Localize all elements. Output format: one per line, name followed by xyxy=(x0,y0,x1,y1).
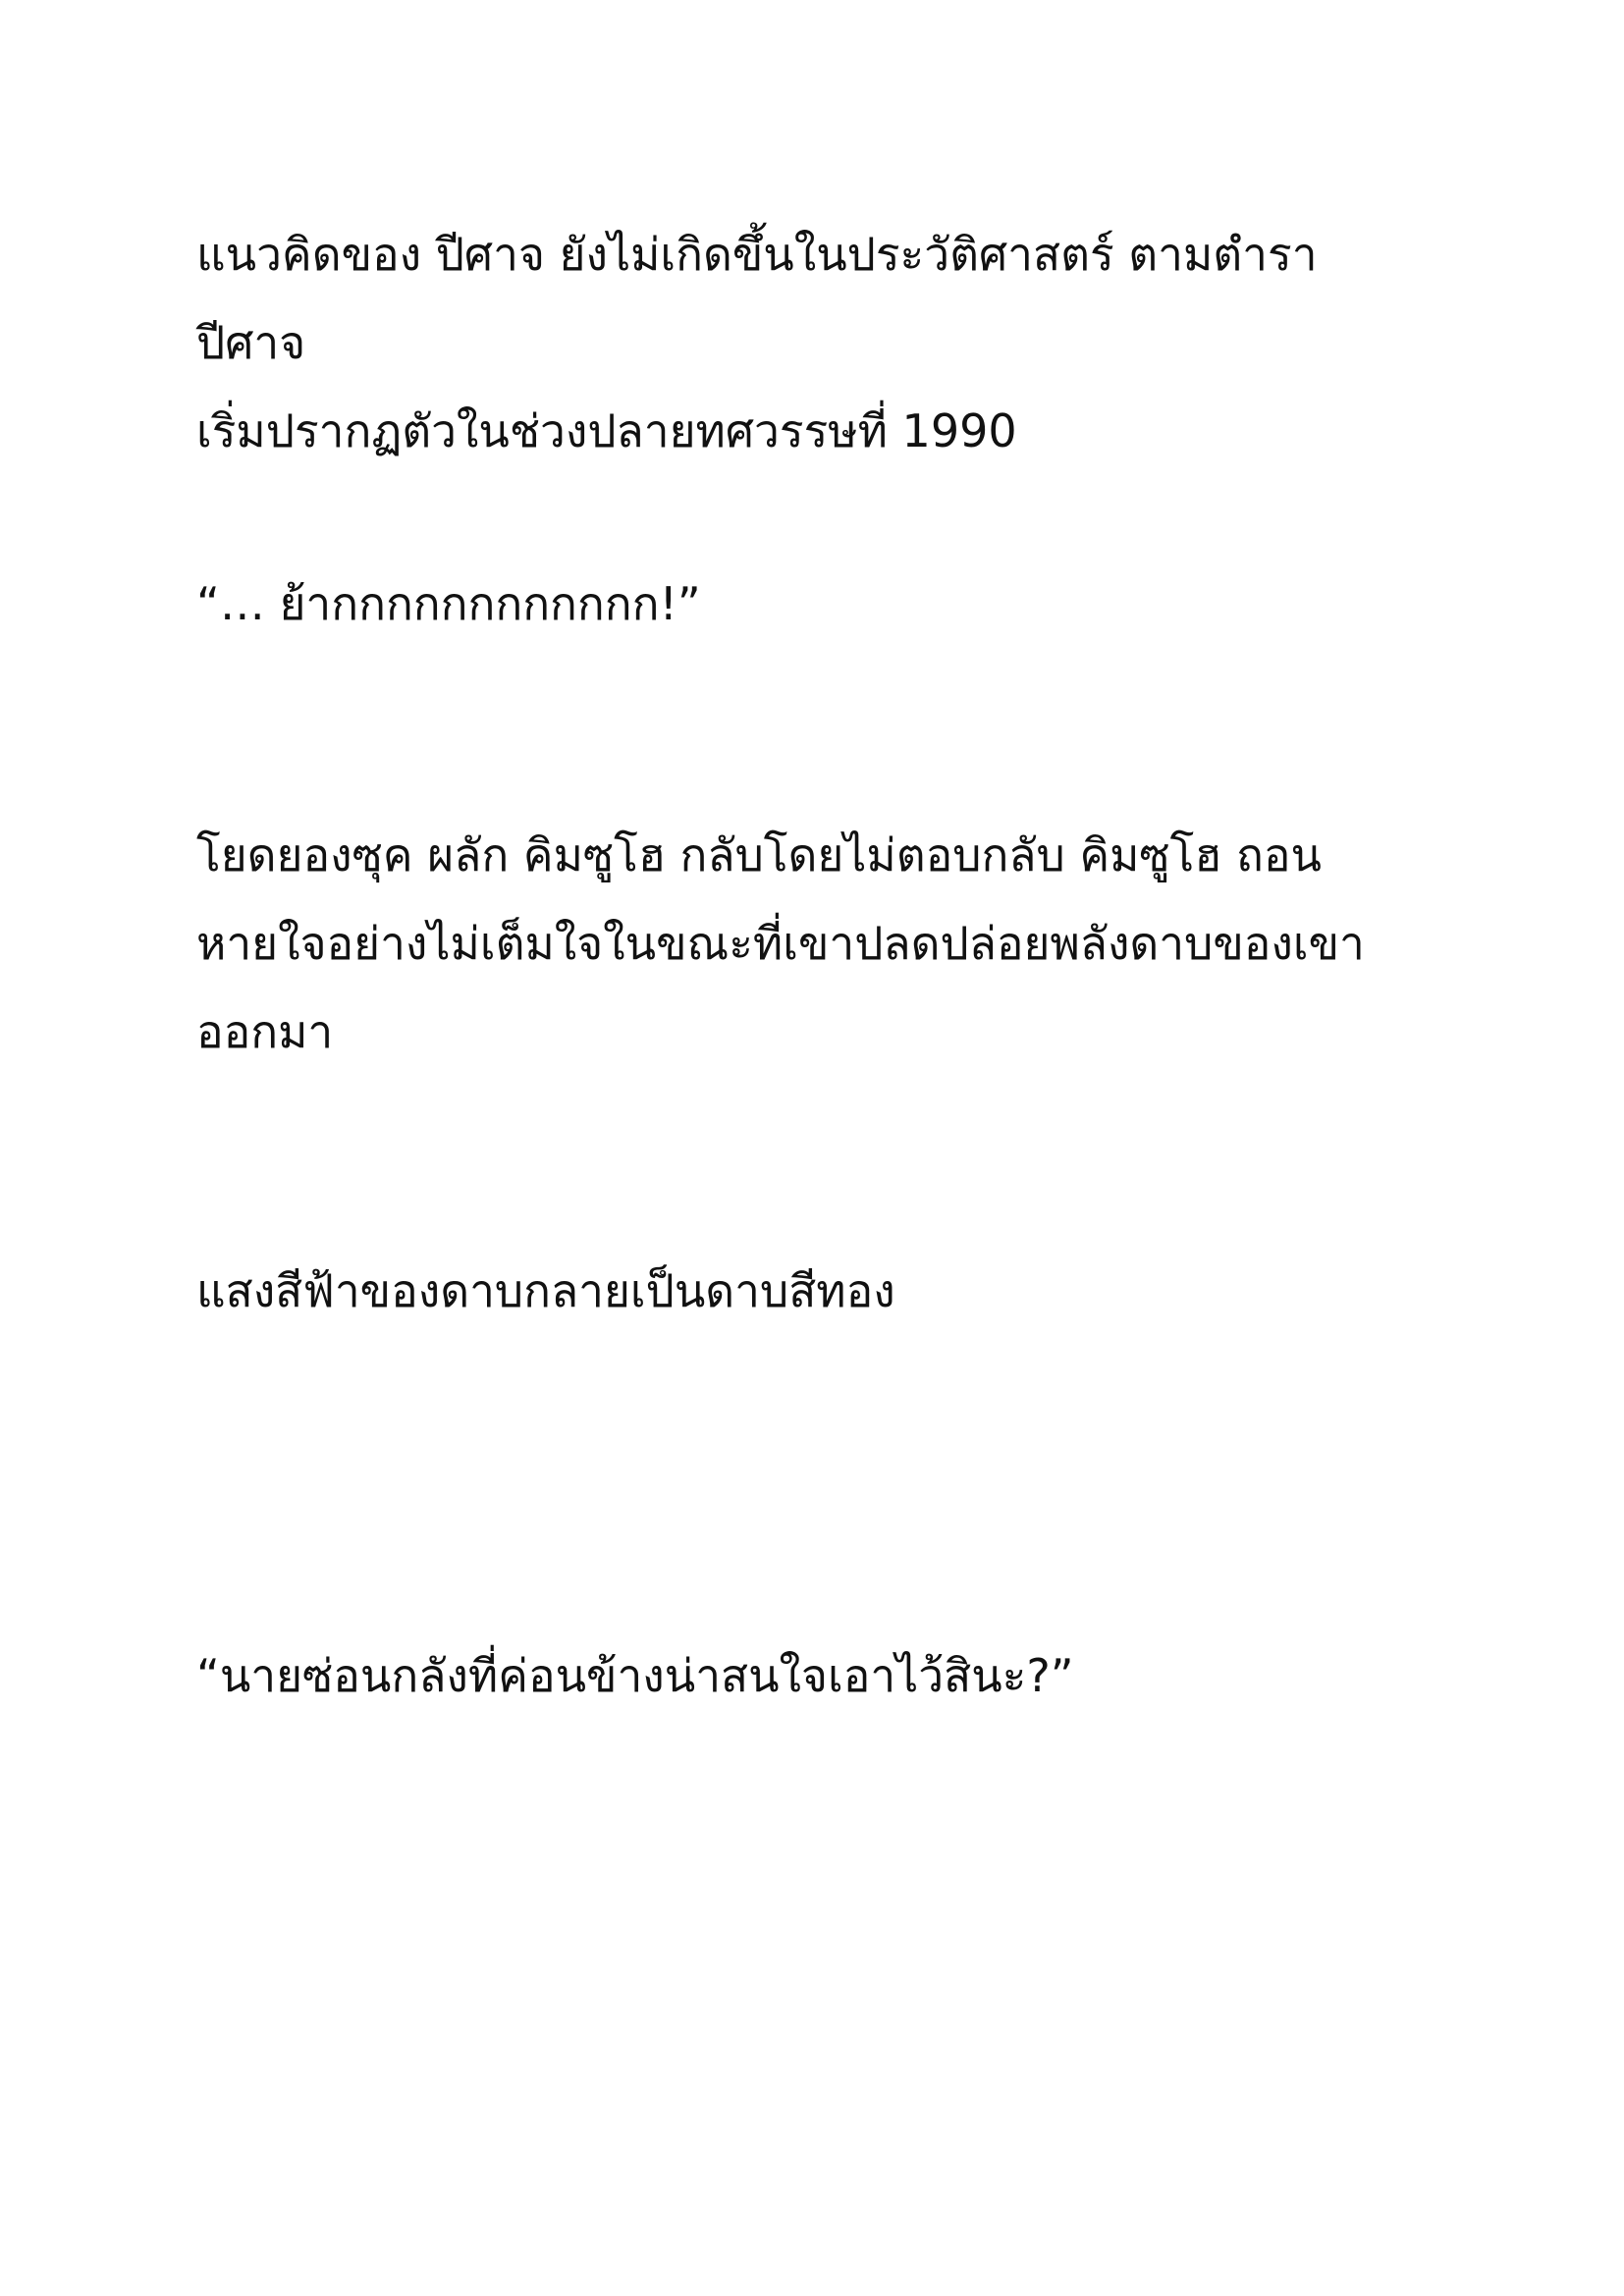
paragraph-sword-light: แสงสีฟ้าของดาบกลายเป็นดาบสีทอง xyxy=(196,1264,895,1317)
paragraph-intro: แนวคิดของ ปีศาจ ยังไม่เกิดขึ้นในประวัติศาสตร์ ตามตำรา ปีศาจ เริ่มปรากฏตัวในช่วงปลายทศวรรษที่ 1990 xyxy=(196,228,1318,457)
paragraph-push-back: โยดยองซุค ผลัก คิมซูโฮ กลับโดยไม่ตอบกลับ คิมซูโฮ ถอน หายใจอย่างไม่เต็มใจในขณะที่เขาปลดปล่อยพลังดาบของเขา ออกมา xyxy=(196,828,1365,1058)
paragraph-shout: “… ย้ากกกกกกกกกกกก!” xyxy=(196,577,701,630)
paragraph-dialogue: “นายซ่อนกลังที่ค่อนข้างน่าสนใจเอาไว้สินะ?” xyxy=(196,1649,1074,1702)
